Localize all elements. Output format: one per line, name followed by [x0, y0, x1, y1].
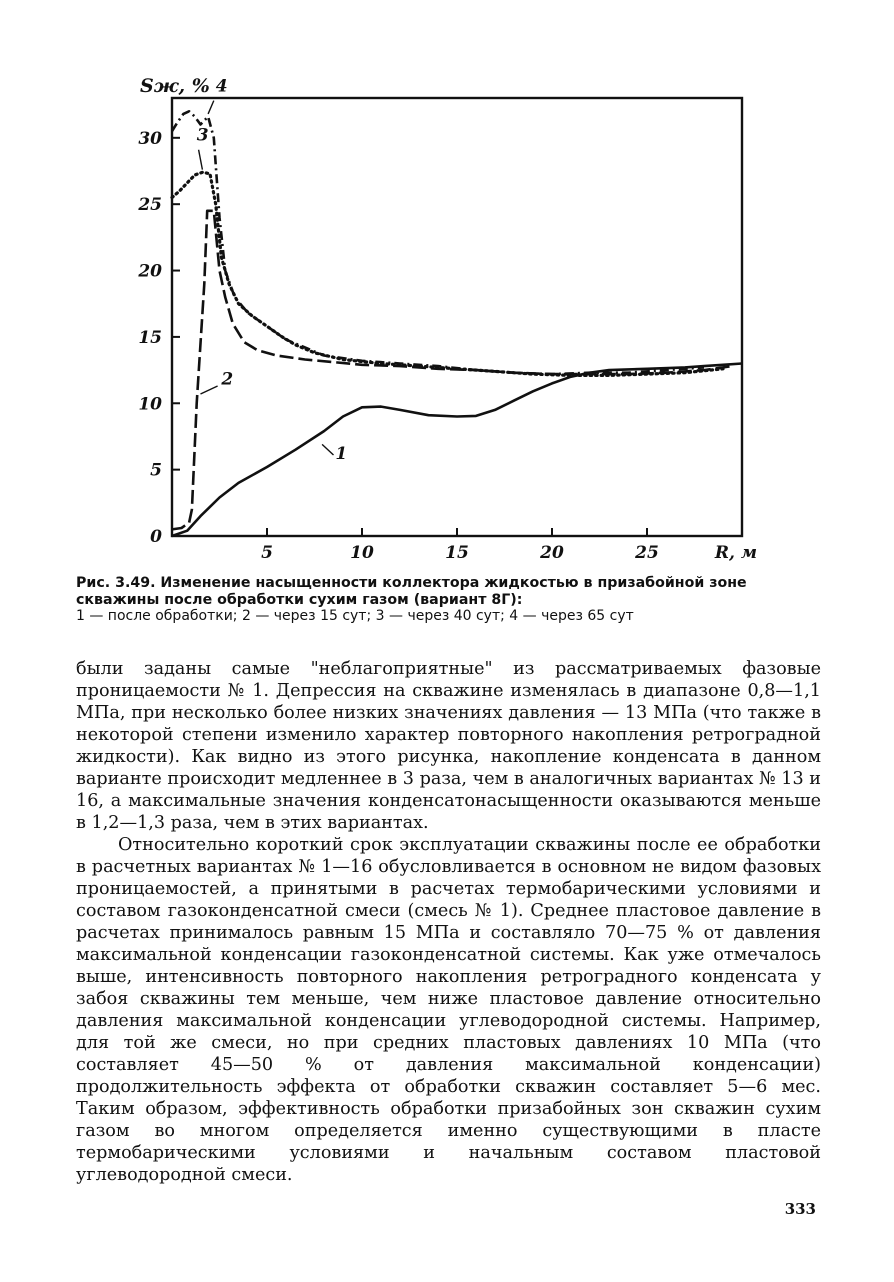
- paragraph-2: Относительно короткий срок эксплуатации скважины после ее обработки в расчетных вариантах № 1—16 обусловливается в основном не видом фазовых проницаемостей, а принятыми в расчетах термобарическими условиями и составом газоконденсатной смеси (смесь № 1). Среднее пластовое давление в расчетах принималось равным 15 МПа и составляло 70—75 % от давления максимальной конденсации газоконденсатной системы. Как уже отмечалось выше, интенсивность повторного накопления ретроградного конденсата у забоя скважины тем меньше, чем ниже пластовое давление относительно давления максимальной конденсации углеводородной системы. Например, для той же смеси, но при средних пластовых давлениях 10 МПа (что составляет 45—50 % от давления максимальной конденсации) продолжительность эффекта от обработки скважин составляет 5—6 мес. Таким образом, эффективность обработки призабойных зон скважин сухим газом во многом определяется именно существующими в пласте термобарическими условиями и начальным составом пластовой углеводородной смеси.: [76, 835, 821, 1185]
- y-tick-label: 15: [138, 327, 162, 348]
- y-tick-label: 0: [150, 527, 162, 547]
- curve-label-1: 1: [335, 444, 348, 465]
- body-text: [76, 658, 821, 1186]
- curve-label-2: 2: [221, 369, 234, 390]
- page-number: 333: [784, 1200, 816, 1218]
- caption-title: Рис. 3.49. Изменение насыщенности коллектора жидкостью в призабойной зоне скважины после обработки сухим газом (вариант 8Г):: [76, 575, 747, 608]
- curve-label-leader: [201, 386, 218, 394]
- curve-label-leader: [322, 444, 333, 455]
- y-axis-label: Sж, %: [140, 75, 210, 97]
- series-line-3: [172, 172, 723, 375]
- x-tick-label: 10: [350, 543, 374, 563]
- y-tick-label: 30: [138, 128, 162, 149]
- figure-caption: [76, 575, 821, 625]
- y-tick-label: 25: [138, 195, 162, 216]
- curve-label-leader: [199, 150, 203, 170]
- series-layer: [172, 111, 742, 536]
- x-tick-label: 20: [540, 543, 564, 563]
- caption-legend: 1 — после обработки; 2 — через 15 сут; 3 — через 40 сут; 4 — через 65 сут: [76, 608, 634, 624]
- curve-labels: [197, 76, 348, 464]
- plot-border: [172, 98, 742, 536]
- y-tick-label: 10: [138, 394, 162, 415]
- x-axis-label: R, м: [714, 543, 758, 563]
- plot-frame: [172, 98, 742, 536]
- x-tick-label: 15: [445, 543, 469, 563]
- y-tick-label: 5: [150, 460, 162, 481]
- series-line-4: [172, 111, 704, 374]
- x-tick-label: 5: [261, 543, 273, 563]
- series-line-1: [172, 364, 742, 537]
- axis-ticks: [137, 129, 659, 563]
- x-tick-label: 25: [635, 543, 659, 563]
- chart: [0, 0, 894, 570]
- y-tick-label: 20: [138, 261, 162, 282]
- paragraph-1: были заданы самые "неблагоприятные" из рассматриваемых фазовые проницаемости № 1. Депрессия на скважине изменялась в диапазоне 0,8—1,1 МПа, при несколько более низких значениях давления — 13 МПа (что также в некоторой степени изменило характер повторного накопления ретроградной жидкости). Как видно из этого рисунка, накопление конденсата в данном варианте происходит медленнее в 3 раза, чем в аналогичных вариантах № 13 и 16, а максимальные значения конденсатонасыщенности оказываются меньше в 1,2—1,3 раза, чем в этих вариантах.: [76, 659, 821, 833]
- curve-label-3: 3: [196, 125, 209, 146]
- curve-label-leader: [208, 101, 214, 114]
- curve-label-4: 4: [215, 76, 228, 97]
